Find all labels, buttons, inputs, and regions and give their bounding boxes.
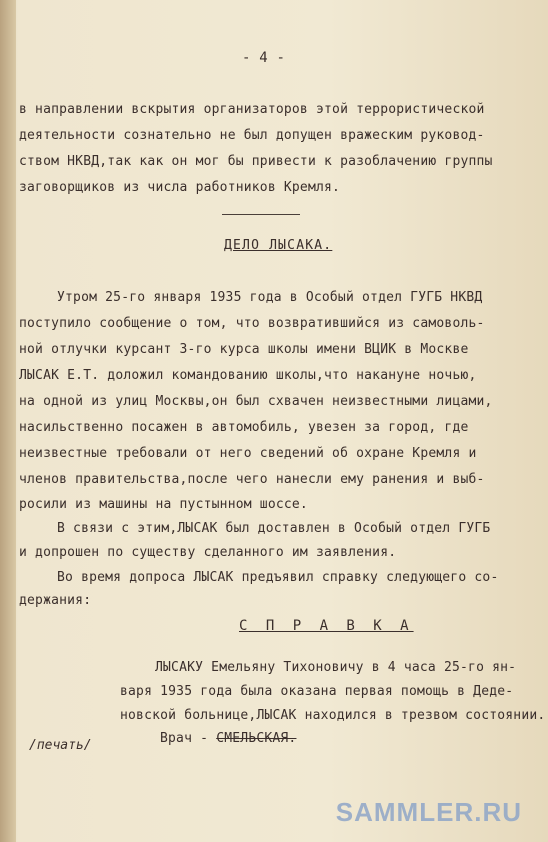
intro-line: заговорщиков из числа работников Кремля. [19,180,341,195]
section-divider [222,214,300,215]
body-line: держания: [19,593,92,608]
body-line: членов правительства,после чего нанесли ему ранения и выб- [19,472,485,487]
body-line: ЛЫСАК Е.Т. доложил командованию школы,что накануне ночью, [19,368,477,383]
site-watermark: SAMMLER.RU [335,797,522,827]
body-line: росили из машины на пустынном шоссе. [19,497,308,512]
intro-line: в направлении вскрытия организаторов этой террористической [19,102,485,117]
doctor-name: СМЕЛЬСКАЯ. [216,731,297,746]
certificate-line: ЛЫСАКУ Емельяну Тихоновичу в 4 часа 25-го ян- [155,660,517,675]
body-line: Утром 25-го января 1935 года в Особый отдел ГУГБ НКВД [57,290,483,305]
body-line: неизвестные требовали от него сведений об охране Кремля и [19,446,477,461]
body-line: Во время допроса ЛЫСАК предъявил справку следующего со- [57,570,499,585]
body-line: поступило сообщение о том, что возвратившийся из самоволь- [19,316,485,331]
body-line: и допрошен по существу сделанного им заявления. [19,545,397,560]
section-title: ДЕЛО ЛЫСАКА. [224,238,333,253]
doctor-label: Врач - [160,731,217,746]
certificate-title: С П Р А В К А [239,618,414,634]
intro-line: ством НКВД,так как он мог бы привести к разоблачению группы [19,154,493,169]
page-number: - 4 - [242,50,286,66]
intro-line: деятельности сознательно не был допущен вражеским руковод- [19,128,485,143]
certificate-line: варя 1935 года была оказана первая помощь в Деде- [120,684,514,699]
body-line: ной отлучки курсант 3-го курса школы имени ВЦИК в Москве [19,342,469,357]
stamp-note: /печать/ [29,738,92,753]
body-line: на одной из улиц Москвы,он был схвачен неизвестными лицами, [19,394,493,409]
body-line: В связи с этим,ЛЫСАК был доставлен в Особый отдел ГУГБ [57,521,491,536]
certificate-line: новской больнице,ЛЫСАК находился в трезвом состоянии. [120,708,546,723]
doctor-signature [160,731,296,746]
body-line: насильственно посажен в автомобиль, увезен за город, где [19,420,469,435]
page-binding-edge [0,0,16,842]
